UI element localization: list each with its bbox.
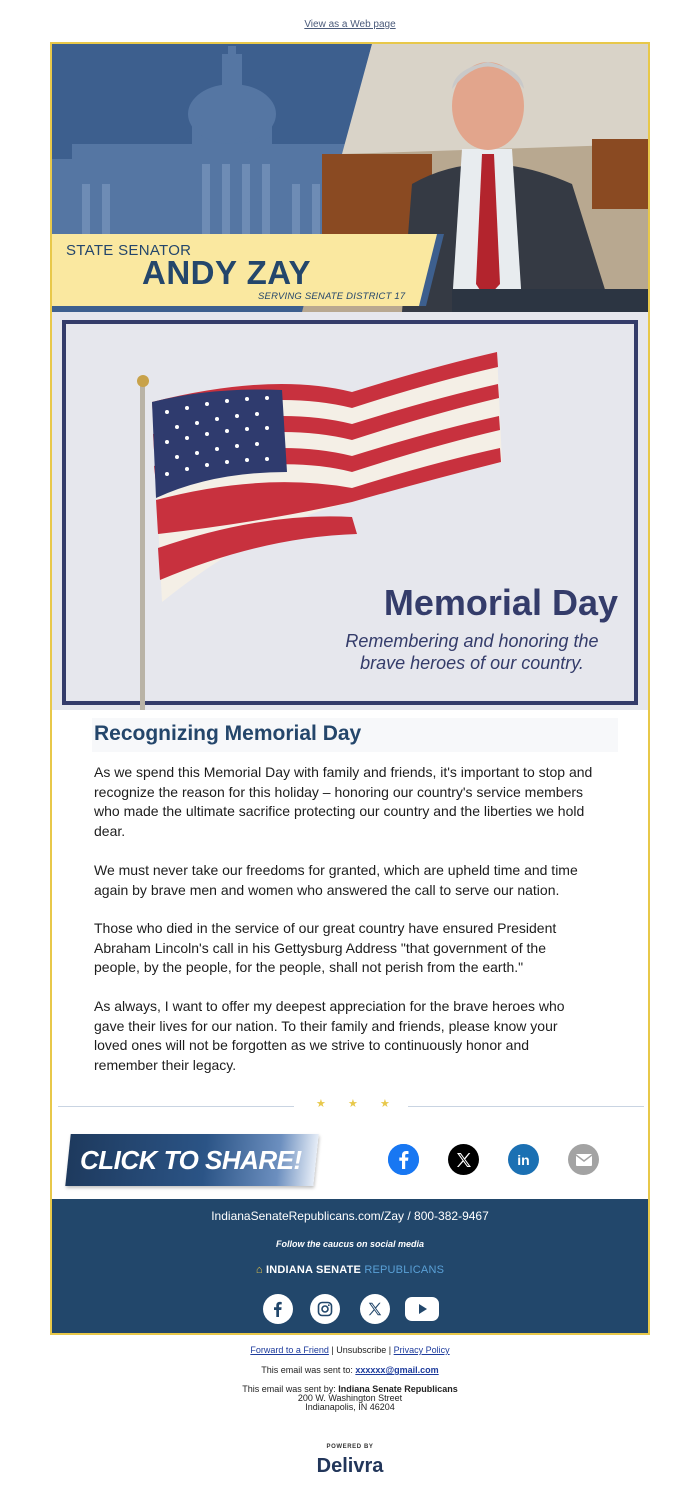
divider-left [58,1106,294,1107]
article-heading: Recognizing Memorial Day [94,722,362,745]
follow-caucus-text: Follow the caucus on social media [275,1239,425,1249]
divider-right [408,1106,644,1107]
powered-by-label: POWERED BY [326,1444,374,1450]
subtitle-line-2: brave heroes of our country. [360,653,584,673]
linkedin-icon[interactable]: in [508,1144,539,1175]
unsubscribe-link[interactable]: Unsubscribe [336,1345,387,1355]
email-frame [50,42,650,1335]
facebook-icon[interactable] [388,1144,419,1175]
indiana-senate-republicans-logo [52,1264,648,1276]
forward-to-friend-link[interactable]: Forward to a Friend [250,1345,329,1355]
youtube-icon[interactable] [405,1297,439,1321]
link-separator: | [331,1345,337,1355]
sent-to-label: This email was sent to: [261,1365,353,1375]
article-paragraph-1: As we spend this Memorial Day with family and friends, it's important to stop and recognize the reason for this holiday – honoring our country's service members who made the ultimate sacrifice protecting our country and the liberties we hold dear. [94,764,593,839]
footer-website-link[interactable]: IndianaSenateRepublicans.com/Zay [211,1209,405,1223]
x-icon[interactable] [448,1144,479,1175]
star-icon: ★ [380,1098,390,1110]
sent-to-email-link[interactable]: xxxxxx@gmail.com [355,1365,439,1375]
state-senator-text: STATE SENATOR [66,242,192,259]
footer-phone: 800-382-9467 [414,1209,489,1223]
logo-text-2: REPUBLICANS [364,1264,445,1276]
email-icon[interactable] [568,1144,599,1175]
sent-by-label: This email was sent by: [242,1384,336,1394]
link-separator: | [388,1345,394,1355]
capitol-icon: ⌂ [255,1264,263,1276]
article-paragraph-2: We must never take our freedoms for granted, which are upheld time and time again by brave men and women who answered the call to serve our nation. [94,862,578,898]
memorial-day-image [52,312,648,710]
sent-to-line [0,1365,700,1375]
sent-by-org: Indiana Senate Republicans [338,1384,458,1394]
district-label: SERVING SENATE DISTRICT 17 [258,291,406,302]
sent-by-block [0,1385,700,1412]
x-icon[interactable] [360,1294,390,1324]
header-banner [52,44,648,312]
logo-text-1: INDIANA SENATE [265,1264,362,1276]
delivra-logo[interactable]: Delivra [316,1455,384,1477]
footer-links [0,1345,700,1355]
click-to-share-label[interactable]: CLICK TO SHARE! [80,1145,302,1175]
star-icon: ★ [348,1098,358,1110]
star-icon: ★ [316,1098,326,1110]
subtitle-line-1: Remembering and honoring the [345,631,599,651]
facebook-icon[interactable] [263,1294,293,1324]
instagram-icon[interactable] [310,1294,340,1324]
view-as-web-page-link[interactable]: View as a Web page [304,19,396,30]
footer-contact [52,1209,648,1223]
address-line-2: Indianapolis, IN 46204 [305,1402,395,1412]
memorial-day-subtitle [322,630,622,674]
senator-name: ANDY ZAY [142,254,312,291]
article-paragraph-3: Those who died in the service of our great country have ensured President Abraham Lincoln's call in his Gettysburg Address "that government of the people, by the people, for the people, shall not perish from the earth." [94,920,557,976]
address-line-1: 200 W. Washington Street [297,1393,403,1403]
privacy-policy-link[interactable]: Privacy Policy [393,1345,450,1355]
memorial-day-title: Memorial Day [383,582,618,623]
article-paragraph-4: As always, I want to offer my deepest appreciation for the brave heroes who gave their lives for our nation. To their family and friends, please know your loved ones will not be forgotten as we strive to continuously honor and remember their legacy. [94,998,565,1073]
footer-separator: / [404,1209,415,1223]
